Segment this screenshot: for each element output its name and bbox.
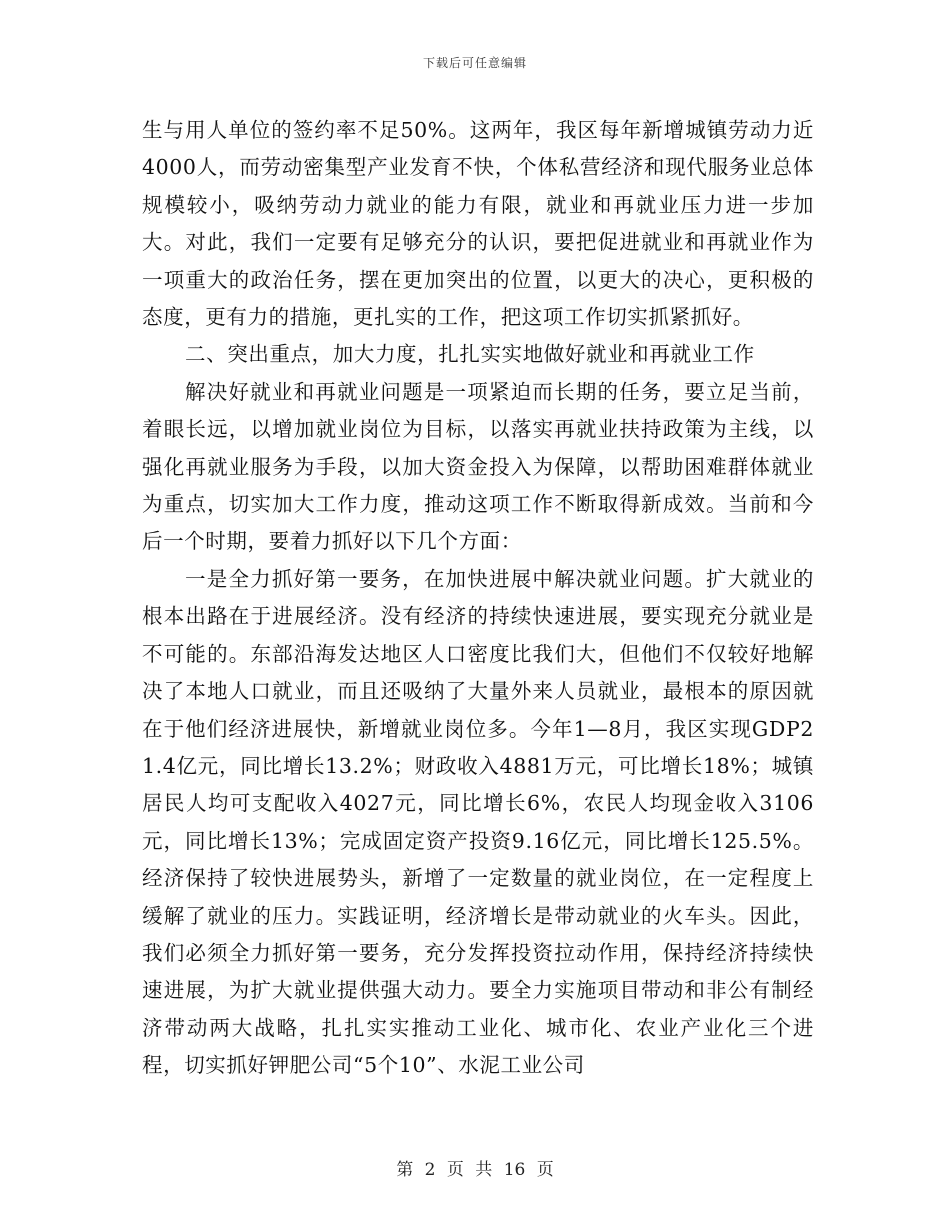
body-paragraph-1: 生与用人单位的签约率不足50%。这两年，我区每年新增城镇劳动力近4000人，而劳动密集型产业发育不快，个体私营经济和现代服务业总体规模较小，吸纳劳动力就业的能力有限，就业和再就业压力进一步加大。对此，我们一定要有足够充分的认识，要把促进就业和再就业作为一项重大的政治任务，摆在更加突出的位置，以更大的决心，更积极的态度，更有力的措施，更扎实的工作，把这项工作切实抓紧抓好。 xyxy=(142,118,814,330)
section-heading: 二、突出重点，加大力度，扎扎实实地做好就业和再就业工作 xyxy=(185,342,755,367)
page-header: 下载后可任意编辑 xyxy=(422,56,527,70)
body-paragraph-3: 一是全力抓好第一要务，在加快进展中解决就业问题。扩大就业的根本出路在于进展经济。没有经济的持续快速进展，要实现充分就业是不可能的。东部沿海发达地区人口密度比我们大，但他们不仅较好地解决了本地人口就业，而且还吸纳了大量外来人员就业，最根本的原因就在于他们经济进展快，新增就业岗位多。今年1—8月，我区实现GDP21.4亿元，同比增长13.2%；财政收入4881万元，可比增长18%；城镇居民人均可支配收入4027元，同比增长6%，农民人均现金收入3106元，同比增长13%；完成固定资产投资9.16亿元，同比增长125.5%。经济保持了较快进展势头，新增了一定数量的就业岗位，在一定程度上缓解了就业的压力。实践证明，经济增长是带动就业的火车头。因此，我们必须全力抓好第一要务，充分发挥投资拉动作用，保持经济持续快速进展，为扩大就业提供强大动力。要全力实施项目带动和非公有制经济带动两大战略，扎扎实实推动工业化、城市化、农业产业化三个进程，切实抓好钾肥公司“5个10”、水泥工业公司 xyxy=(142,566,814,1078)
page-footer: 第 2 页 共 16 页 xyxy=(396,1160,554,1180)
body-paragraph-2: 解决好就业和再就业问题是一项紧迫而长期的任务，要立足当前，着眼长远，以增加就业岗位为目标，以落实再就业扶持政策为主线，以强化再就业服务为手段，以加大资金投入为保障，以帮助困难群体就业为重点，切实加大工作力度，推动这项工作不断取得新成效。当前和今后一个时期，要着力抓好以下几个方面： xyxy=(142,379,814,554)
document-body xyxy=(142,112,814,1085)
